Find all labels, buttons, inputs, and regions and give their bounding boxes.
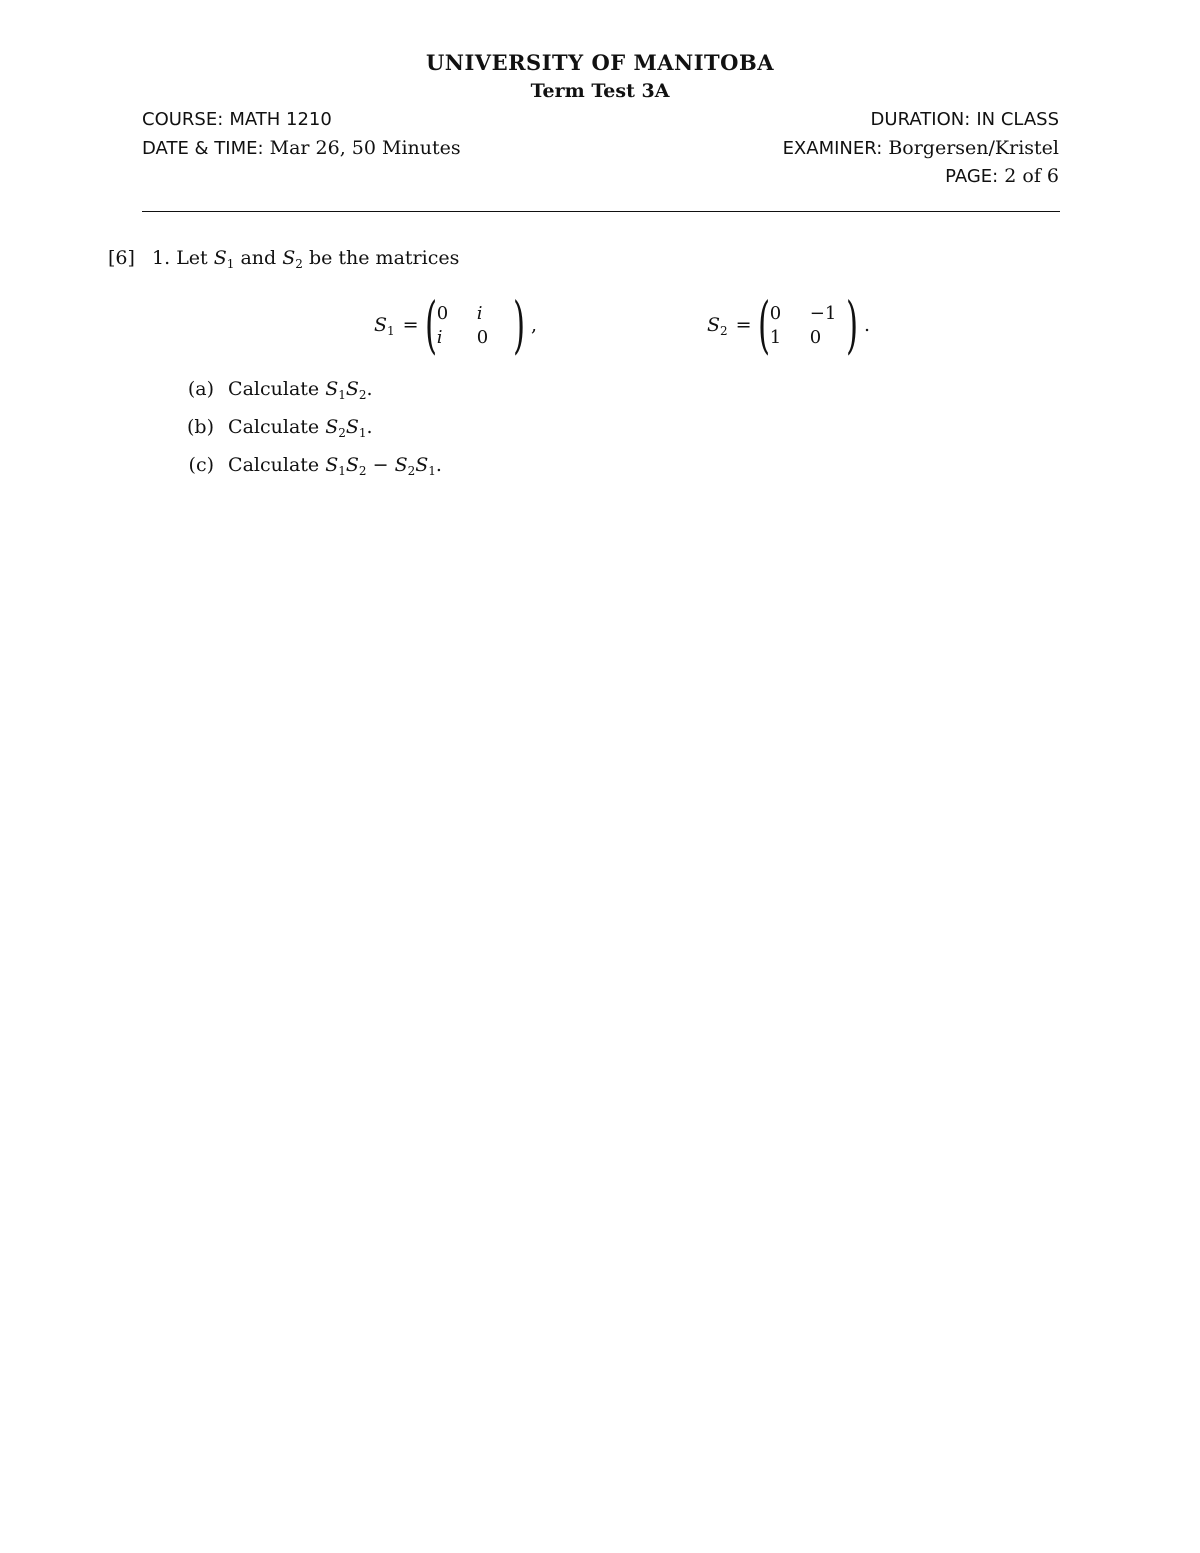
part-c-expr-right xyxy=(395,454,436,476)
part-a-sub1: 1 xyxy=(338,388,346,402)
course-value: MATH 1210 xyxy=(229,109,332,130)
part-a-s1: S xyxy=(325,378,339,400)
header-divider xyxy=(142,211,1060,212)
part-c-s1b: S xyxy=(415,454,429,476)
part-b-label: (b) xyxy=(187,416,214,438)
part-c-expr-left xyxy=(325,454,366,476)
matrix-s2-equation xyxy=(707,288,871,361)
matrix-s2-entries xyxy=(770,303,846,348)
examiner-line xyxy=(783,137,1059,159)
question-let: Let xyxy=(176,247,208,269)
part-b-expr xyxy=(325,416,366,438)
matrix-s2-a11: 0 xyxy=(769,302,782,324)
date-line xyxy=(142,137,461,159)
part-a xyxy=(174,378,373,400)
page-value: 2 of 6 xyxy=(1004,165,1059,187)
matrix-s1-a12: i xyxy=(476,302,483,324)
matrix-s1-equals: = xyxy=(402,314,419,336)
part-c-s2a: S xyxy=(345,454,359,476)
question-number: 1. xyxy=(152,247,171,269)
university-name: UNIVERSITY OF MANITOBA xyxy=(425,50,775,75)
matrix-s2-name xyxy=(707,314,728,336)
part-c xyxy=(174,454,442,476)
date-value: Mar 26, 50 Minutes xyxy=(269,137,461,159)
part-b-sub2: 2 xyxy=(338,426,346,440)
part-b-s2: S xyxy=(325,416,339,438)
symbol-s1-letter: S xyxy=(213,247,227,269)
part-c-label: (c) xyxy=(188,454,214,476)
matrix-s2-a21: 1 xyxy=(769,326,782,348)
symbol-s2-letter: S xyxy=(282,247,296,269)
part-a-s2: S xyxy=(345,378,359,400)
test-title: Term Test 3A xyxy=(530,80,670,102)
part-c-sub1a: 1 xyxy=(338,464,346,478)
part-b-s1: S xyxy=(345,416,359,438)
matrix-s1-entries xyxy=(437,303,513,348)
right-paren-icon: ) xyxy=(845,288,858,361)
matrix-s2-sub: 2 xyxy=(720,324,728,338)
part-b-sub1: 1 xyxy=(358,426,367,440)
page-label: PAGE: xyxy=(945,166,999,187)
part-a-expr xyxy=(325,378,366,400)
matrix-s1-a21: i xyxy=(436,326,443,348)
examiner-value: Borgersen/Kristel xyxy=(888,137,1059,159)
part-c-s2b: S xyxy=(394,454,408,476)
date-label: DATE & TIME: xyxy=(142,138,264,159)
duration-line xyxy=(871,108,1059,130)
part-b-text: Calculate xyxy=(228,416,320,438)
duration-value: IN CLASS xyxy=(976,109,1059,130)
part-c-sub2b: 2 xyxy=(407,464,416,478)
part-c-sub1b: 1 xyxy=(428,464,436,478)
part-a-sub2: 2 xyxy=(358,388,367,402)
part-b xyxy=(174,416,373,438)
matrix-s1-sub: 1 xyxy=(387,324,395,338)
part-a-period: . xyxy=(366,378,373,400)
part-c-minus: − xyxy=(372,454,389,476)
part-a-text: Calculate xyxy=(228,378,320,400)
part-a-label: (a) xyxy=(187,378,214,400)
symbol-s1 xyxy=(214,247,235,269)
part-b-period: . xyxy=(366,416,373,438)
matrix-s1-a11: 0 xyxy=(436,302,449,324)
matrix-s1-letter: S xyxy=(374,314,388,336)
matrix-s2-a22: 0 xyxy=(809,326,822,348)
duration-label: DURATION: xyxy=(870,109,971,130)
left-paren-icon: ( xyxy=(757,288,770,361)
symbol-s2 xyxy=(282,247,303,269)
part-c-sub2a: 2 xyxy=(358,464,367,478)
matrix-s1-equation xyxy=(374,288,538,361)
symbol-s1-sub: 1 xyxy=(226,257,235,271)
matrix-s2-letter: S xyxy=(707,314,721,336)
matrix-s1-name xyxy=(374,314,395,336)
page-line xyxy=(945,165,1059,187)
question-and: and xyxy=(240,247,277,269)
question-rest: be the matrices xyxy=(308,247,460,269)
question-marks: [6] xyxy=(108,247,135,269)
examiner-label: EXAMINER: xyxy=(782,138,883,159)
part-c-text: Calculate xyxy=(228,454,320,476)
symbol-s2-sub: 2 xyxy=(295,257,303,271)
matrix-s1-punct: , xyxy=(531,314,538,336)
matrix-s2-a12: −1 xyxy=(809,302,837,324)
right-paren-icon: ) xyxy=(512,288,525,361)
question-stem xyxy=(152,247,459,269)
course-label: COURSE: xyxy=(142,109,224,130)
part-c-period: . xyxy=(435,454,442,476)
left-paren-icon: ( xyxy=(424,288,437,361)
part-c-s1a: S xyxy=(325,454,339,476)
matrix-s1-a22: 0 xyxy=(476,326,489,348)
matrix-s2-equals: = xyxy=(735,314,752,336)
matrix-s2-punct: . xyxy=(864,314,871,336)
course-line xyxy=(142,108,332,130)
